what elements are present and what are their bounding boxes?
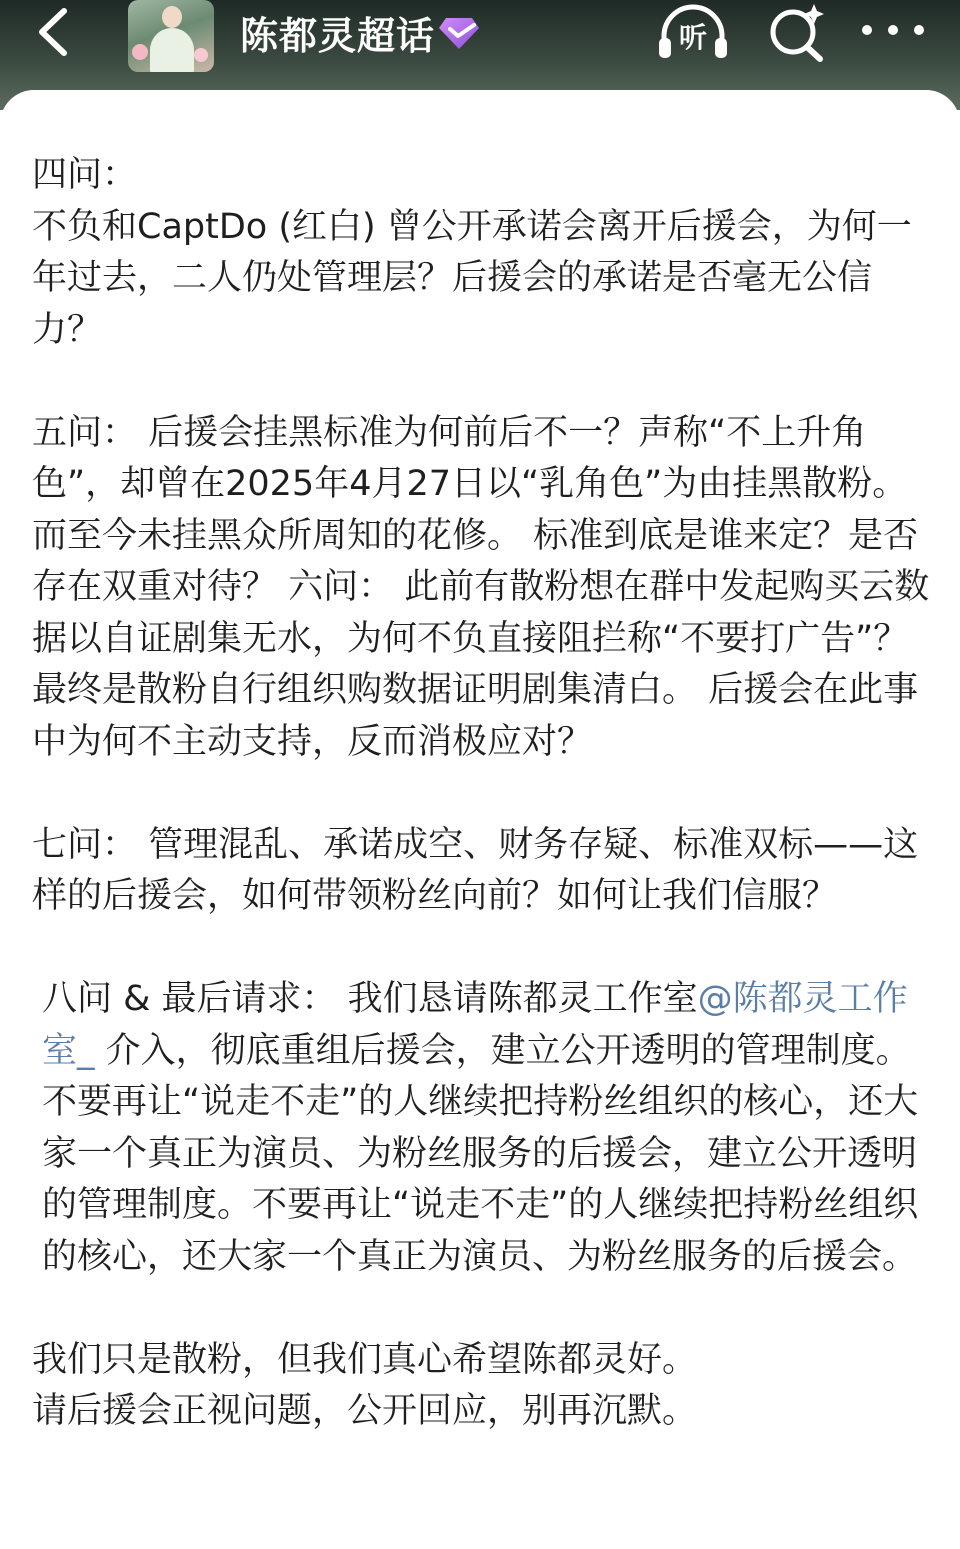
q4-body: 不负和CaptDo (红白) 曾公开承诺会离开后援会，为何一年过去，二人仍处管理层？后援会的承诺是否毫无公信力？ — [32, 206, 912, 350]
q8-prefix: 八问 & 最后请求： 我们恳请陈都灵工作室 — [42, 979, 698, 1019]
post-body — [32, 150, 932, 1438]
more-dots-icon — [862, 25, 872, 35]
q5-q6-paragraph: 五问： 后援会挂黑标准为何前后不一？声称“不上升角色”，却曾在2025年4月27日以“乳角色”为由挂黑散粉。而至今未挂黑众所周知的花修。 标准到底是谁来定？是否存在双重对待？ 六问： 此前有散粉想在群中发起购买云数据以自证剧集无水，为何不负直接阻拦称“不要打广告”？最终是散粉自行组织购数据证明剧集清白。 后援会在此事中为何不主动支持，反而消极应对？ — [32, 412, 930, 762]
back-button[interactable] — [28, 4, 78, 60]
listen-label: 听 — [678, 21, 707, 54]
closing-line-2: 请后援会正视问题，公开回应，别再沉默。 — [32, 1391, 698, 1431]
q8-paragraph — [32, 974, 932, 1283]
listen-button[interactable] — [656, 2, 730, 64]
supertopic-gem-icon — [438, 16, 480, 50]
back-arrow-icon — [36, 7, 70, 57]
topic-avatar[interactable] — [128, 0, 214, 72]
more-options-button[interactable] — [858, 8, 928, 52]
q7-paragraph: 七问： 管理混乱、承诺成空、财务存疑、标准双标——这样的后援会，如何带领粉丝向前？如何让我们信服？ — [32, 824, 919, 916]
search-sparkle-icon — [766, 2, 828, 64]
q4-title: 四问： — [32, 155, 138, 195]
q8-suffix: 介入，彻底重组后援会，建立公开透明的管理制度。不要再让“说走不走”的人继续把持粉丝组织的核心，还大家一个真正为演员、为粉丝服务的后援会，建立公开透明的管理制度。不要再让“说走不走”的人继续把持粉丝组织的核心，还大家一个真正为演员、为粉丝服务的后援会。 — [42, 1030, 919, 1277]
topic-title[interactable]: 陈都灵超话 — [240, 13, 436, 58]
search-button[interactable] — [766, 2, 828, 64]
closing-line-1: 我们只是散粉，但我们真心希望陈都灵好。 — [32, 1339, 698, 1380]
studio-mention-link[interactable]: @陈都灵工作室_ — [42, 979, 908, 1071]
